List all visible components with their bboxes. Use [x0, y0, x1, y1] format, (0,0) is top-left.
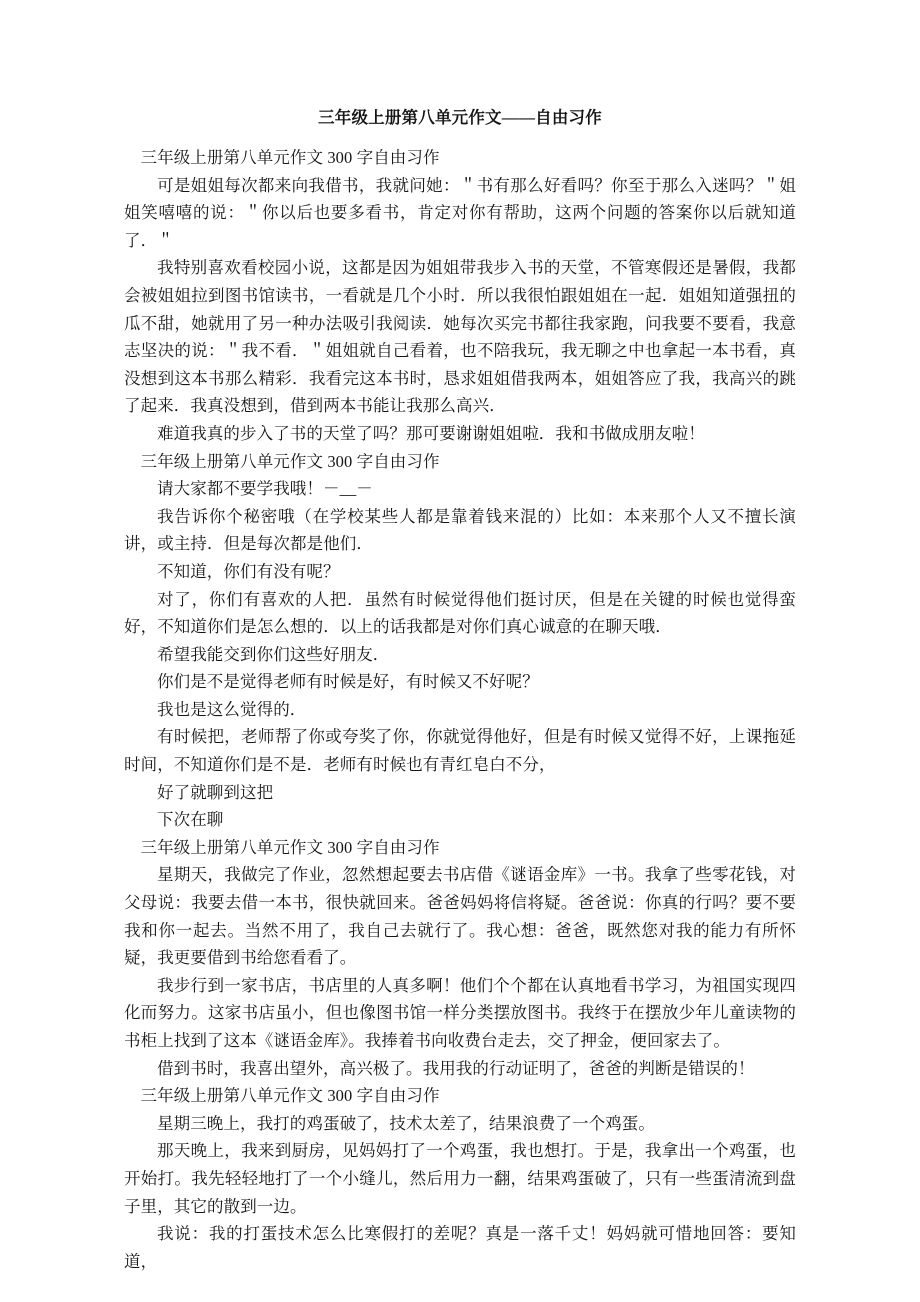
- body-paragraph: 我步行到一家书店，书店里的人真多啊！他们个个都在认真地看书学习，为祖国实现四化而努力。这家书店虽小，但也像图书馆一样分类摆放图书。我终于在摆放少年儿童读物的书柜上找到了这本《谜语金库》。我捧着书向收费台走去，交了押金，便回家去了。: [124, 975, 796, 1050]
- document-body: [124, 104, 796, 1275]
- body-paragraph: 星期天，我做完了作业，忽然想起要去书店借《谜语金库》一书。我拿了些零花钱，对父母说：我要去借一本书，很快就回来。爸爸妈妈将信将疑。爸爸说：你真的行吗？要不要我和你一起去。当然不用了，我自己去就行了。我心想：爸爸，既然您对我的能力有所怀疑，我更要借到书给您看看了。: [124, 865, 796, 968]
- body-paragraph: 不知道，你们有没有呢？: [157, 561, 340, 581]
- body-paragraph: 难道我真的步入了书的天堂了吗？那可要谢谢姐姐啦．我和书做成朋友啦！: [157, 423, 705, 443]
- body-paragraph: 我也是这么觉得的．: [157, 699, 307, 719]
- body-paragraph: 希望我能交到你们这些好朋友．: [157, 644, 390, 664]
- body-paragraph: 有时候把，老师帮了你或夸奖了你，你就觉得他好，但是有时候又觉得不好，上课拖延时间，不知道你们是不是．老师有时候也有青红皂白不分，: [124, 727, 796, 775]
- body-paragraph: 那天晚上，我来到厨房，见妈妈打了一个鸡蛋，我也想打。于是，我拿出一个鸡蛋，也开始打。我先轻轻地打了一个小缝儿，然后用力一翻，结果鸡蛋破了，只有一些蛋清流到盘子里，其它的散到一边。: [124, 1141, 796, 1216]
- body-paragraph: 下次在聊: [157, 810, 224, 830]
- section-heading: 三年级上册第八单元作文 300 字自由习作: [140, 837, 440, 857]
- section-heading: 三年级上册第八单元作文 300 字自由习作: [140, 451, 440, 471]
- section-heading: 三年级上册第八单元作文 300 字自由习作: [140, 1086, 440, 1106]
- body-paragraph: 我说：我的打蛋技术怎么比寒假打的差呢？真是一落千丈！妈妈就可惜地回答：要知道，: [124, 1224, 796, 1271]
- body-paragraph: 对了，你们有喜欢的人把．虽然有时候觉得他们挺讨厌，但是在关键的时候也觉得蛮好，不知道你们是怎么想的．以上的话我都是对你们真心诚意的在聊天哦．: [124, 589, 796, 637]
- body-paragraph: 星期三晚上，我打的鸡蛋破了，技术太差了，结果浪费了一个鸡蛋。: [157, 1113, 655, 1133]
- body-paragraph: 你们是不是觉得老师有时候是好，有时候又不好呢？: [157, 672, 539, 692]
- body-paragraph: 好了就聊到这把: [157, 782, 274, 802]
- body-paragraph: 借到书时，我喜出望外，高兴极了。我用我的行动证明了，爸爸的判断是错误的！: [157, 1058, 755, 1078]
- body-paragraph: 可是姐姐每次都来向我借书，我就问她：＂书有那么好看吗？你至于那么入迷吗？＂姐姐笑嘻嘻的说：＂你以后也要多看书，肯定对你有帮助，这两个问题的答案你以后就知道了．＂: [124, 175, 796, 250]
- body-paragraph: 我告诉你个秘密哦（在学校某些人都是靠着钱来混的）比如：本来那个人又不擅长演讲，或主持．但是每次都是他们．: [124, 506, 796, 554]
- document-title: 三年级上册第八单元作文——自由习作: [318, 108, 602, 127]
- body-paragraph: 我特别喜欢看校园小说，这都是因为姐姐带我步入书的天堂，不管寒假还是暑假，我都会被姐姐拉到图书馆读书，一看就是几个小时．所以我很怕跟姐姐在一起．姐姐知道强扭的瓜不甜，她就用了另一种办法吸引我阅读．她每次买完书都往我家跑，问我要不要看，我意志坚决的说：＂我不看．＂姐姐就自己看着，也不陪我玩，我无聊之中也拿起一本书看，真没想到这本书那么精彩．我看完这本书时，恳求姐姐借我两本，姐姐答应了我，我高兴的跳了起来．我真没想到，借到两本书能让我那么高兴．: [124, 258, 796, 416]
- body-paragraph: 请大家都不要学我哦！－__－: [157, 479, 373, 499]
- section-heading: 三年级上册第八单元作文 300 字自由习作: [140, 148, 440, 167]
